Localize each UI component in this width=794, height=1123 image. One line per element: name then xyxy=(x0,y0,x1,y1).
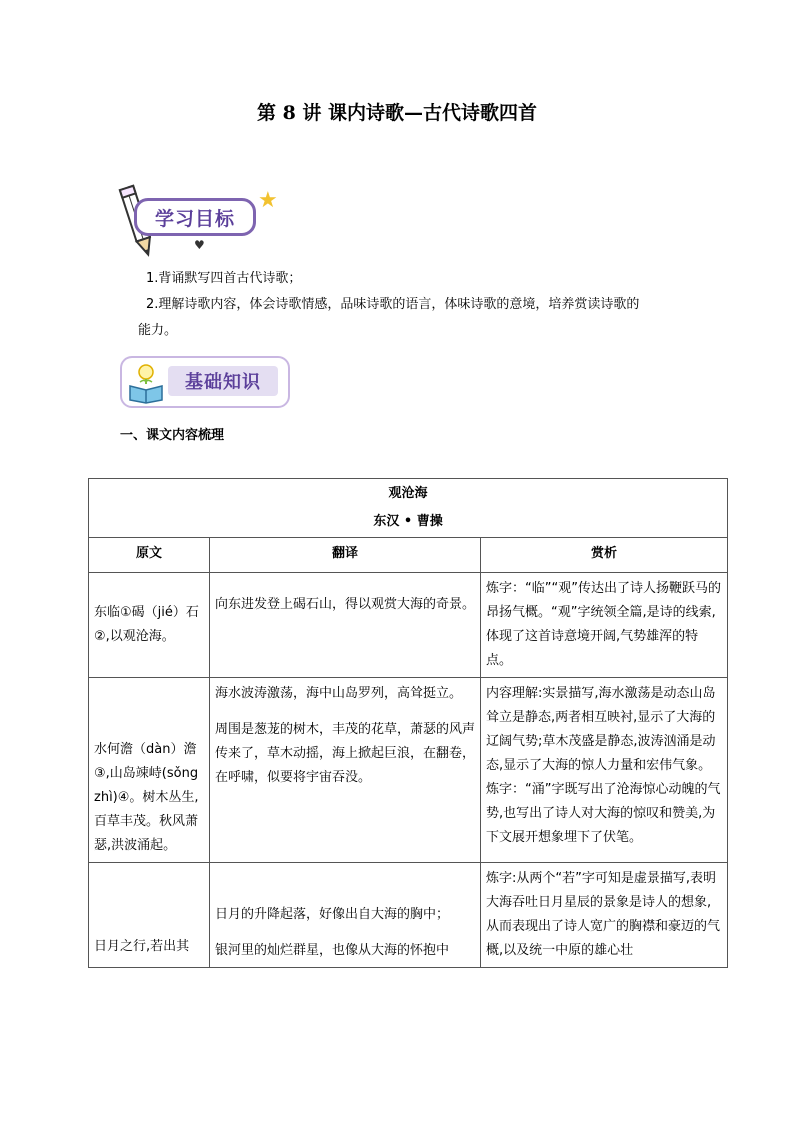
translation-cell xyxy=(210,573,481,678)
learning-goals-badge xyxy=(118,180,288,256)
translation-paragraph: 向东进发登上碣石山，得以观赏大海的奇景。 xyxy=(215,597,476,612)
basic-knowledge-label: 基础知识 xyxy=(185,372,261,393)
table-row xyxy=(89,573,728,678)
goal-item: 1.背诵默写四首古代诗歌； xyxy=(146,271,302,286)
poem-title-cell xyxy=(89,479,728,538)
translation-paragraph: 银河里的灿烂群星，也像从大海的怀抱中 xyxy=(215,943,450,958)
section-heading: 一、课文内容梳理 xyxy=(120,428,225,443)
learning-goals-label: 学习目标 xyxy=(154,207,235,230)
learning-goals-label-box xyxy=(134,198,256,236)
translation-cell xyxy=(210,678,481,863)
heart-icon: ♥ xyxy=(194,238,205,252)
table-row xyxy=(89,678,728,863)
original-text-cell: 东临①碣（jié）石②,以观沧海。 xyxy=(89,573,210,678)
poem-author: 东汉 • 曹操 xyxy=(373,514,443,529)
poem-table xyxy=(88,478,728,968)
translation-paragraph: 海水波涛激荡，海中山岛罗列，高耸挺立。 xyxy=(215,686,463,701)
column-header-translation: 翻译 xyxy=(210,538,481,573)
column-header-original: 原文 xyxy=(89,538,210,573)
original-text-cell: 日月之行,若出其 xyxy=(89,863,210,968)
basic-knowledge-label-box xyxy=(168,366,278,396)
goal-item: 2.理解诗歌内容，体会诗歌情感，品味诗歌的语言，体味诗歌的意境，培养赏读诗歌的 xyxy=(146,297,640,312)
goal-item-continuation: 能力。 xyxy=(138,323,178,338)
original-text-cell: 水何澹（dàn）澹③,山岛竦峙(sǒng zhì)④。树木丛生,百草丰茂。秋风萧瑟,洪波涌起。 xyxy=(89,678,210,863)
star-icon: ★ xyxy=(258,188,278,213)
translation-cell xyxy=(210,863,481,968)
translation-paragraph: 周围是葱茏的树木，丰茂的花草，萧瑟的风声传来了，草木动摇，海上掀起巨浪，在翻卷，在呼啸，似要将宇宙吞没。 xyxy=(215,722,476,785)
analysis-cell: 内容理解:实景描写,海水激荡是动态山岛耸立是静态,两者相互映衬,显示了大海的辽阔气势;草木茂盛是静态,波涛汹涌是动态,显示了大海的惊人力量和宏伟气象。炼字：“涌”字既写出了沧海惊心动魄的气势,也写出了诗人对大海的惊叹和赞美,为下文展开想象埋下了伏笔。 xyxy=(481,678,728,863)
table-row xyxy=(89,863,728,968)
analysis-cell: 炼字：“临”“观”传达出了诗人扬鞭跃马的昂扬气概。“观”字统领全篇,是诗的线索,体现了这首诗意境开阔,气势雄浑的特点。 xyxy=(481,573,728,678)
poem-title: 观沧海 xyxy=(388,486,428,501)
basic-knowledge-badge xyxy=(120,356,294,412)
column-header-analysis: 赏析 xyxy=(481,538,728,573)
book-lightbulb-icon xyxy=(126,360,166,404)
analysis-cell: 炼字:从两个“若”字可知是虚景描写,表明大海吞吐日月星辰的景象是诗人的想象,从而表现出了诗人宽广的胸襟和豪迈的气概,以及统一中原的雄心壮 xyxy=(481,863,728,968)
translation-paragraph: 日月的升降起落，好像出自大海的胸中； xyxy=(215,907,450,922)
page-title: 第 8 讲 课内诗歌—古代诗歌四首 xyxy=(256,102,538,124)
learning-goals-list xyxy=(138,266,706,344)
